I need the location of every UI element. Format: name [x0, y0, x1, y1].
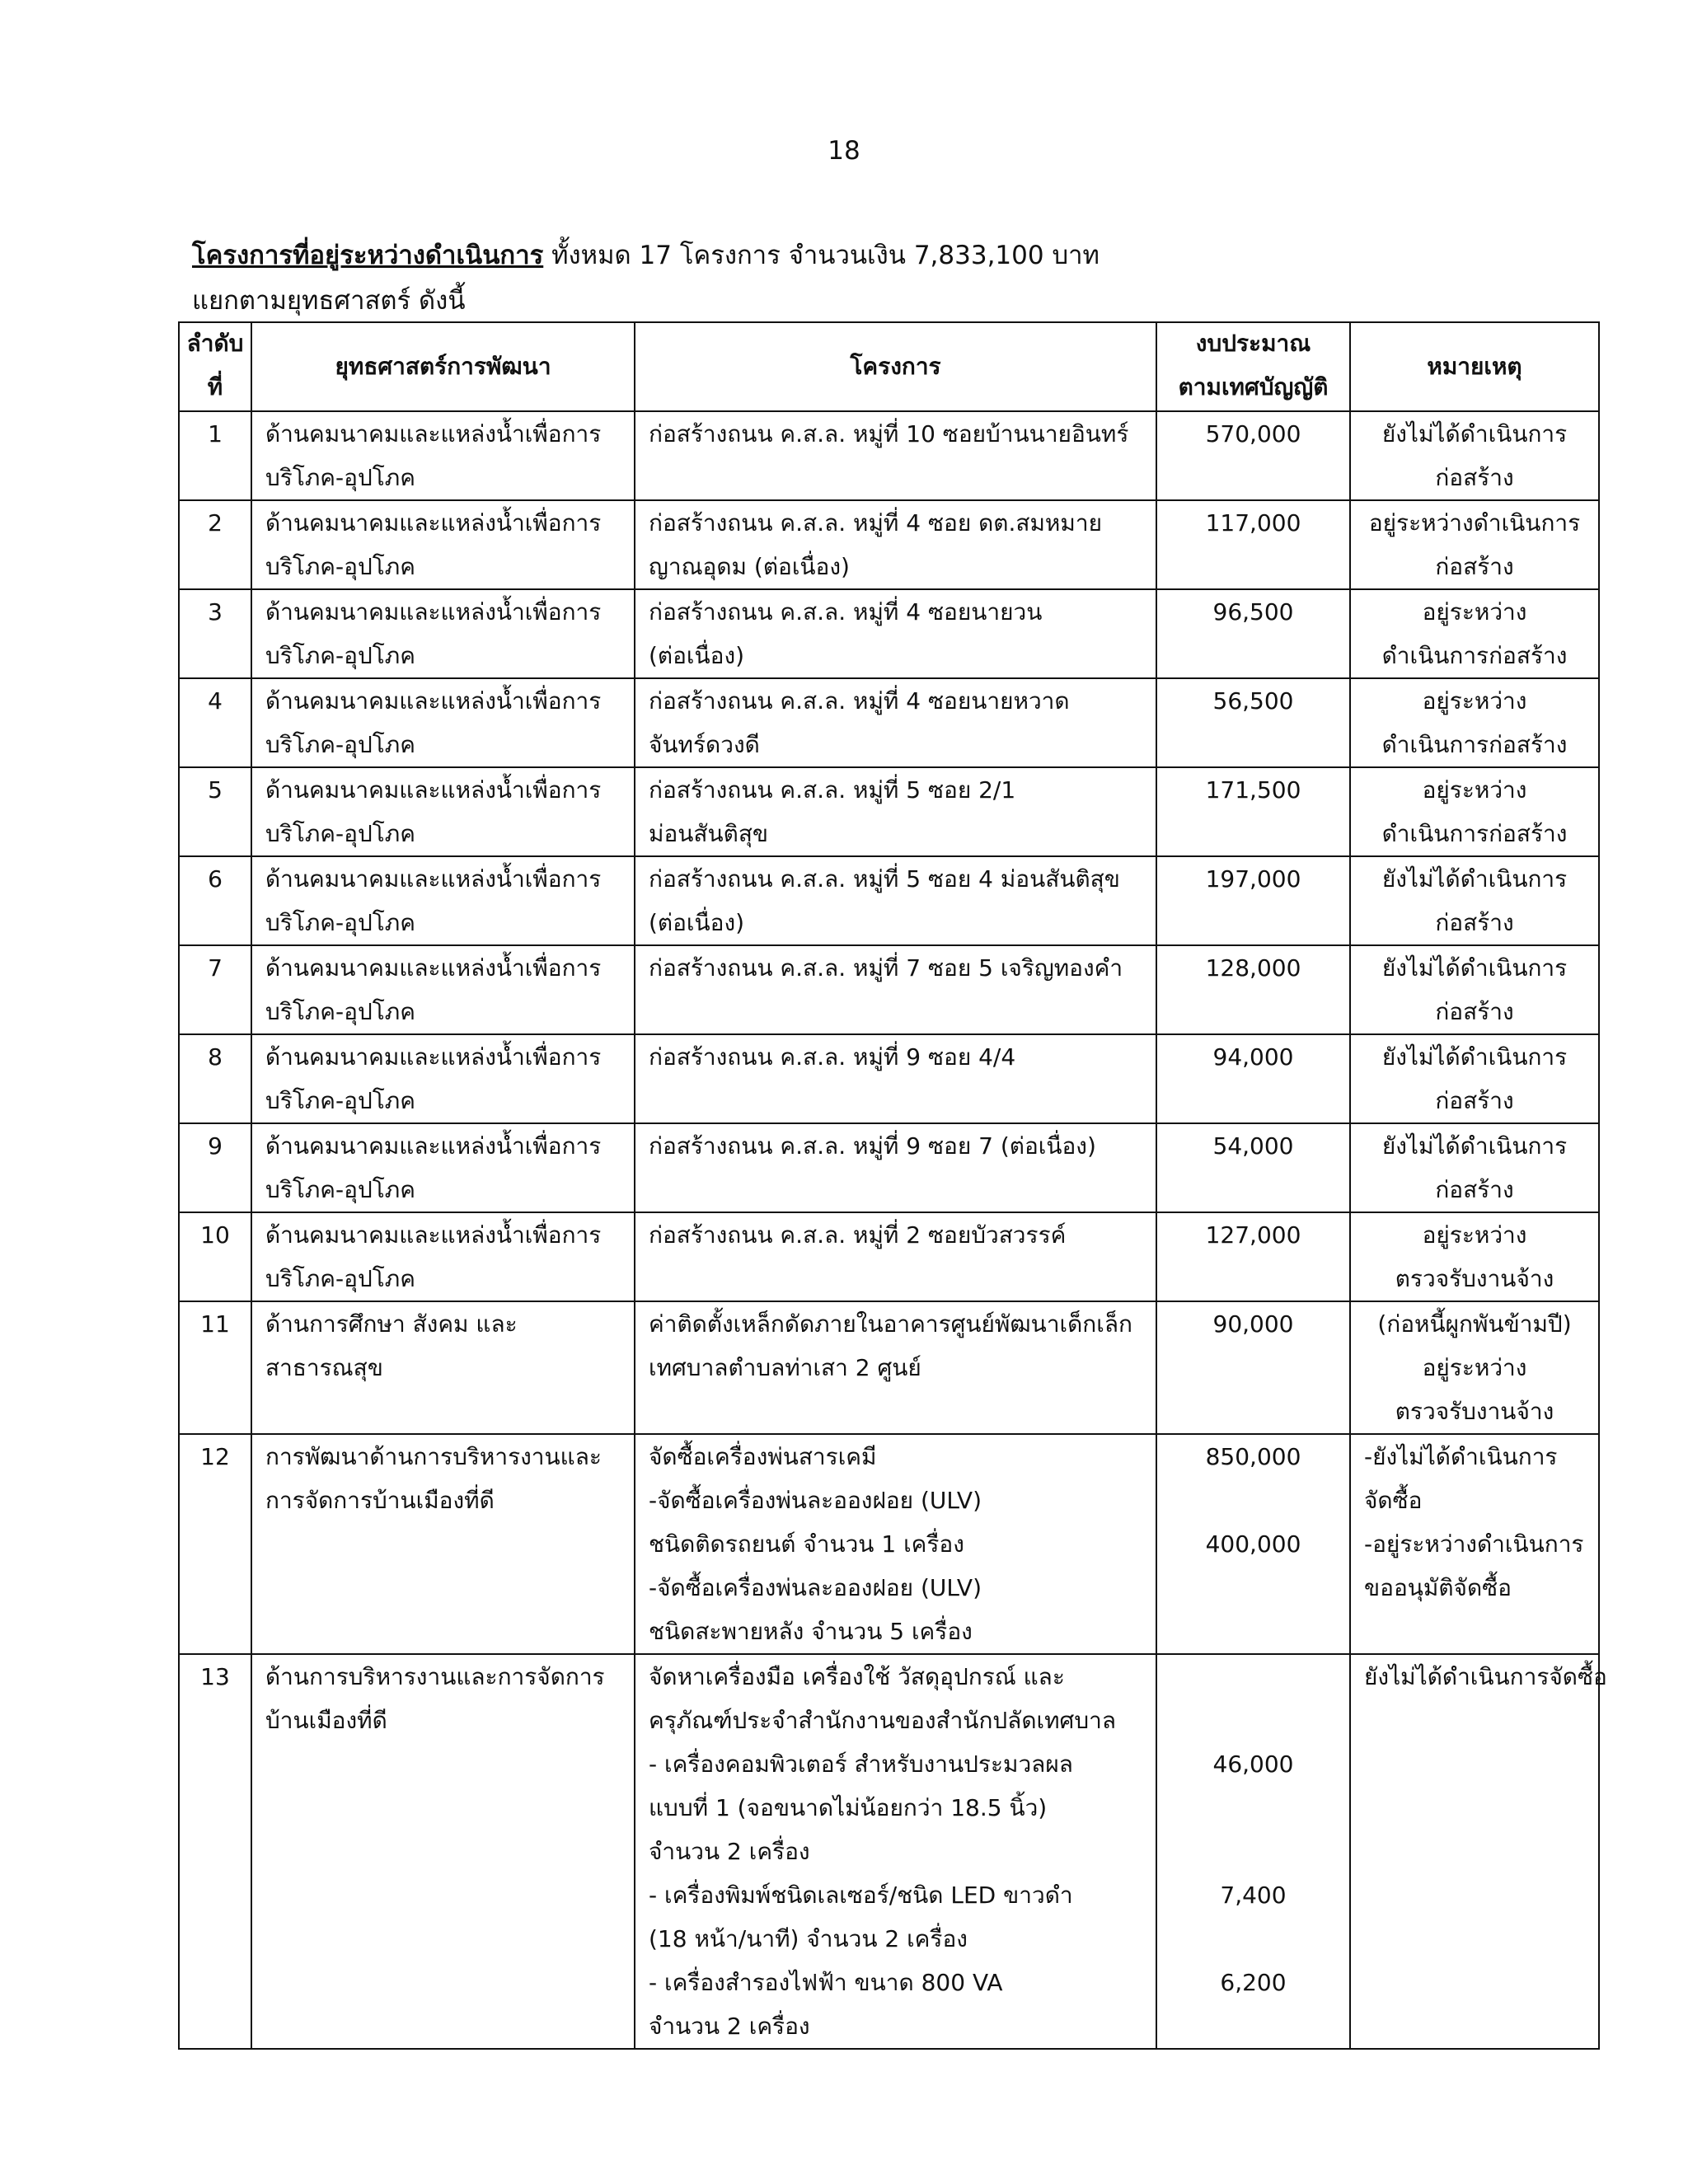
- cell-no: 13: [179, 1654, 251, 2049]
- cell-no: 7: [179, 945, 251, 1034]
- cell-project-line: ชนิดติดรถยนต์ จำนวน 1 เครื่อง: [649, 1530, 964, 1558]
- cell-budget-line: [1170, 1917, 1336, 1961]
- cell-project: [635, 1123, 1156, 1212]
- cell-project: [635, 1212, 1156, 1301]
- cell-strategy-line: บ้านเมืองที่ดี: [265, 1707, 387, 1734]
- header-strategy: ยุทธศาสตร์การพัฒนา: [251, 322, 635, 411]
- cell-note-line: ตรวจรับงานจ้าง: [1395, 1398, 1554, 1425]
- page-number: 18: [828, 136, 860, 166]
- cell-no: 11: [179, 1301, 251, 1434]
- cell-project-line: จำนวน 2 เครื่อง: [649, 2013, 810, 2040]
- cell-note-line: ยังไม่ได้ดำเนินการ: [1381, 1043, 1568, 1071]
- cell-note-line: ยังไม่ได้ดำเนินการ: [1381, 865, 1568, 893]
- cell-strategy-line: บริโภค-อุปโภค: [265, 998, 415, 1025]
- cell-project-line: -จัดซื้อเครื่องพ่นละอองฝอย (ULV): [649, 1574, 982, 1601]
- cell-project-line: ก่อสร้างถนน ค.ส.ล. หมู่ที่ 9 ซอย 4/4: [649, 1043, 1016, 1071]
- cell-note: [1350, 767, 1599, 856]
- cell-note-line: ดำเนินการก่อสร้าง: [1381, 731, 1568, 758]
- cell-strategy-line: บริโภค-อุปโภค: [265, 909, 415, 936]
- cell-strategy-line: การจัดการบ้านเมืองที่ดี: [265, 1487, 495, 1514]
- cell-note: [1350, 589, 1599, 678]
- cell-budget: [1156, 1301, 1350, 1434]
- cell-project-line: จำนวน 2 เครื่อง: [649, 1838, 810, 1865]
- cell-note-line: อยู่ระหว่าง: [1422, 1354, 1527, 1381]
- cell-project-line: เทศบาลตำบลท่าเสา 2 ศูนย์: [649, 1354, 921, 1381]
- cell-budget-line: [1170, 1699, 1336, 1742]
- cell-project-line: ค่าติดตั้งเหล็กดัดภายในอาคารศูนย์พัฒนาเด็กเล็ก: [649, 1310, 1132, 1338]
- cell-note: [1350, 1034, 1599, 1123]
- table-row: [179, 500, 1599, 589]
- cell-budget-line: 117,000: [1205, 509, 1301, 537]
- cell-note-line: อยู่ระหว่าง: [1422, 1221, 1527, 1249]
- cell-note-line: -อยู่ระหว่างดำเนินการ: [1364, 1530, 1584, 1558]
- cell-project: [635, 1434, 1156, 1654]
- cell-strategy: [251, 1212, 635, 1301]
- cell-strategy-line: ด้านคมนาคมและแหล่งน้ำเพื่อการ: [265, 865, 602, 893]
- cell-project: [635, 767, 1156, 856]
- section-heading: โครงการที่อยู่ระหว่างดำเนินการ: [192, 241, 544, 270]
- summary-text: ทั้งหมด 17 โครงการ จำนวนเงิน 7,833,100 บาท: [551, 241, 1100, 270]
- cell-project-line: ก่อสร้างถนน ค.ส.ล. หมู่ที่ 2 ซอยบัวสวรรค์: [649, 1221, 1067, 1249]
- cell-budget-line: [1170, 1479, 1336, 1522]
- cell-project: [635, 411, 1156, 500]
- table-row: [179, 1301, 1599, 1434]
- cell-note-line: ดำเนินการก่อสร้าง: [1381, 642, 1568, 669]
- cell-no: 10: [179, 1212, 251, 1301]
- cell-note: [1350, 945, 1599, 1034]
- table-row: [179, 856, 1599, 945]
- cell-project-line: - เครื่องคอมพิวเตอร์ สำหรับงานประมวลผล: [649, 1750, 1073, 1778]
- cell-project-line: ก่อสร้างถนน ค.ส.ล. หมู่ที่ 10 ซอยบ้านนายอินทร์: [649, 420, 1129, 448]
- cell-strategy-line: บริโภค-อุปโภค: [265, 464, 415, 491]
- cell-project-line: จันทร์ดวงดี: [649, 731, 760, 758]
- cell-project-line: (ต่อเนื่อง): [649, 909, 745, 936]
- table-row: [179, 1123, 1599, 1212]
- cell-strategy-line: สาธารณสุข: [265, 1354, 383, 1381]
- cell-project-line: จัดหาเครื่องมือ เครื่องใช้ วัสดุอุปกรณ์ และ: [649, 1663, 1065, 1690]
- cell-project: [635, 1654, 1156, 2049]
- cell-note-line: อยู่ระหว่าง: [1422, 598, 1527, 626]
- cell-budget: [1156, 500, 1350, 589]
- cell-project-line: (18 หน้า/นาที) จำนวน 2 เครื่อง: [649, 1925, 968, 1952]
- cell-no: 6: [179, 856, 251, 945]
- cell-budget: [1156, 1434, 1350, 1654]
- cell-note: [1350, 411, 1599, 500]
- cell-budget: [1156, 767, 1350, 856]
- cell-strategy-line: ด้านการบริหารงานและการจัดการ: [265, 1663, 605, 1690]
- cell-project-line: ก่อสร้างถนน ค.ส.ล. หมู่ที่ 7 ซอย 5 เจริญทองคำ: [649, 954, 1123, 982]
- cell-no: 9: [179, 1123, 251, 1212]
- cell-strategy: [251, 411, 635, 500]
- intro-subtitle: แยกตามยุทธศาสตร์ ดังนี้: [192, 286, 466, 316]
- cell-strategy-line: บริโภค-อุปโภค: [265, 1265, 415, 1292]
- cell-strategy-line: บริโภค-อุปโภค: [265, 642, 415, 669]
- cell-project-line: - เครื่องพิมพ์ชนิดเลเซอร์/ชนิด LED ขาวดำ: [649, 1882, 1073, 1909]
- cell-note-line: ยังไม่ได้ดำเนินการจัดซื้อ: [1364, 1663, 1607, 1690]
- cell-project: [635, 1034, 1156, 1123]
- cell-budget-line: [1170, 1655, 1336, 1699]
- intro-line: [192, 233, 1593, 279]
- cell-strategy: [251, 1034, 635, 1123]
- cell-project-line: (ต่อเนื่อง): [649, 642, 745, 669]
- cell-note: [1350, 500, 1599, 589]
- cell-budget: [1156, 945, 1350, 1034]
- cell-budget-line: 54,000: [1212, 1132, 1294, 1160]
- table-row: [179, 1212, 1599, 1301]
- cell-project-line: ก่อสร้างถนน ค.ส.ล. หมู่ที่ 5 ซอย 4 ม่อนสันติสุข: [649, 865, 1120, 893]
- cell-note-line: ก่อสร้าง: [1435, 1087, 1514, 1114]
- cell-strategy: [251, 500, 635, 589]
- cell-strategy-line: ด้านคมนาคมและแหล่งน้ำเพื่อการ: [265, 598, 602, 626]
- header-budget: [1156, 322, 1350, 411]
- cell-project-line: จัดซื้อเครื่องพ่นสารเคมี: [649, 1443, 877, 1470]
- cell-budget-line: 56,500: [1212, 687, 1294, 715]
- cell-project-line: ก่อสร้างถนน ค.ส.ล. หมู่ที่ 4 ซอย ดต.สมหมาย: [649, 509, 1102, 537]
- cell-project: [635, 589, 1156, 678]
- header-no: [179, 322, 251, 411]
- cell-budget-line: 6,200: [1220, 1969, 1287, 1996]
- cell-note: [1350, 1123, 1599, 1212]
- cell-strategy-line: ด้านคมนาคมและแหล่งน้ำเพื่อการ: [265, 1221, 602, 1249]
- cell-project-line: ก่อสร้างถนน ค.ส.ล. หมู่ที่ 5 ซอย 2/1: [649, 776, 1016, 804]
- cell-note-line: ยังไม่ได้ดำเนินการ: [1381, 420, 1568, 448]
- cell-note-line: อยู่ระหว่าง: [1422, 776, 1527, 804]
- cell-budget-line: 570,000: [1205, 420, 1301, 448]
- cell-strategy-line: ด้านคมนาคมและแหล่งน้ำเพื่อการ: [265, 509, 602, 537]
- table-row: [179, 767, 1599, 856]
- cell-budget-line: 46,000: [1212, 1750, 1294, 1778]
- cell-project-line: -จัดซื้อเครื่องพ่นละอองฝอย (ULV): [649, 1487, 982, 1514]
- cell-project-line: ก่อสร้างถนน ค.ส.ล. หมู่ที่ 4 ซอยนายหวาด: [649, 687, 1070, 715]
- cell-budget: [1156, 1654, 1350, 2049]
- cell-note: [1350, 1434, 1599, 1654]
- cell-strategy-line: บริโภค-อุปโภค: [265, 1176, 415, 1203]
- table-row: [179, 1034, 1599, 1123]
- cell-strategy: [251, 678, 635, 767]
- cell-project-line: ก่อสร้างถนน ค.ส.ล. หมู่ที่ 9 ซอย 7 (ต่อเนื่อง): [649, 1132, 1096, 1160]
- cell-budget-line: [1170, 1786, 1336, 1830]
- cell-project-line: ก่อสร้างถนน ค.ส.ล. หมู่ที่ 4 ซอยนายวน: [649, 598, 1043, 626]
- cell-budget-line: 850,000: [1205, 1443, 1301, 1470]
- cell-strategy: [251, 1434, 635, 1654]
- cell-budget-line: 96,500: [1212, 598, 1294, 626]
- header-budget-line1: งบประมาณ: [1195, 330, 1311, 357]
- cell-strategy-line: การพัฒนาด้านการบริหารงานและ: [265, 1443, 602, 1470]
- cell-budget-line: 7,400: [1220, 1882, 1287, 1909]
- cell-no: 5: [179, 767, 251, 856]
- cell-budget-line: 94,000: [1212, 1043, 1294, 1071]
- cell-strategy-line: ด้านคมนาคมและแหล่งน้ำเพื่อการ: [265, 687, 602, 715]
- cell-strategy: [251, 1123, 635, 1212]
- cell-project-line: - เครื่องสำรองไฟฟ้า ขนาด 800 VA: [649, 1969, 1003, 1996]
- cell-strategy-line: บริโภค-อุปโภค: [265, 820, 415, 847]
- cell-note: [1350, 1212, 1599, 1301]
- cell-project: [635, 500, 1156, 589]
- cell-strategy-line: ด้านคมนาคมและแหล่งน้ำเพื่อการ: [265, 1043, 602, 1071]
- cell-budget-line: 128,000: [1205, 954, 1301, 982]
- cell-strategy-line: ด้านคมนาคมและแหล่งน้ำเพื่อการ: [265, 776, 602, 804]
- cell-no: 3: [179, 589, 251, 678]
- cell-no: 12: [179, 1434, 251, 1654]
- cell-strategy-line: ด้านการศึกษา สังคม และ: [265, 1310, 518, 1338]
- cell-note-line: (ก่อหนี้ผูกพันข้ามปี): [1377, 1310, 1572, 1338]
- cell-note-line: จัดซื้อ: [1364, 1487, 1423, 1514]
- cell-note-line: ดำเนินการก่อสร้าง: [1381, 820, 1568, 847]
- table-row: [179, 1434, 1599, 1654]
- cell-note-line: ยังไม่ได้ดำเนินการ: [1381, 954, 1568, 982]
- cell-note-line: ก่อสร้าง: [1435, 464, 1514, 491]
- cell-note-line: อยู่ระหว่างดำเนินการ: [1368, 509, 1581, 537]
- header-no-line2: ที่: [207, 373, 223, 401]
- table-row: [179, 945, 1599, 1034]
- cell-project: [635, 945, 1156, 1034]
- cell-note: [1350, 678, 1599, 767]
- cell-project: [635, 856, 1156, 945]
- cell-note-line: -ยังไม่ได้ดำเนินการ: [1364, 1443, 1558, 1470]
- cell-no: 4: [179, 678, 251, 767]
- header-budget-line2: ตามเทศบัญญัติ: [1178, 373, 1329, 401]
- cell-note-line: ก่อสร้าง: [1435, 998, 1514, 1025]
- table-row: [179, 1654, 1599, 2049]
- cell-strategy: [251, 1301, 635, 1434]
- intro-block: [192, 233, 1593, 324]
- cell-project-line: ม่อนสันติสุข: [649, 820, 769, 847]
- cell-strategy-line: ด้านคมนาคมและแหล่งน้ำเพื่อการ: [265, 954, 602, 982]
- cell-budget-line: 197,000: [1205, 865, 1301, 893]
- cell-note: [1350, 1301, 1599, 1434]
- cell-budget: [1156, 678, 1350, 767]
- cell-budget: [1156, 1034, 1350, 1123]
- cell-strategy-line: ด้านคมนาคมและแหล่งน้ำเพื่อการ: [265, 420, 602, 448]
- projects-table: [178, 321, 1607, 2050]
- cell-strategy: [251, 945, 635, 1034]
- cell-project-line: ครุภัณฑ์ประจำสำนักงานของสำนักปลัดเทศบาล: [649, 1707, 1116, 1734]
- table-row: [179, 589, 1599, 678]
- cell-strategy-line: บริโภค-อุปโภค: [265, 731, 415, 758]
- cell-strategy: [251, 856, 635, 945]
- cell-budget-line: 400,000: [1205, 1530, 1301, 1558]
- cell-budget: [1156, 1212, 1350, 1301]
- cell-note-line: ก่อสร้าง: [1435, 553, 1514, 580]
- cell-strategy-line: บริโภค-อุปโภค: [265, 553, 415, 580]
- table-row: [179, 678, 1599, 767]
- cell-budget-line: 171,500: [1205, 776, 1301, 804]
- cell-no: 2: [179, 500, 251, 589]
- cell-project: [635, 678, 1156, 767]
- cell-budget-line: [1170, 1830, 1336, 1873]
- cell-note-line: ก่อสร้าง: [1435, 1176, 1514, 1203]
- cell-note: [1350, 1654, 1607, 2049]
- cell-project-line: แบบที่ 1 (จอขนาดไม่น้อยกว่า 18.5 นิ้ว): [649, 1794, 1048, 1821]
- cell-note-line: อยู่ระหว่าง: [1422, 687, 1527, 715]
- header-note: หมายเหตุ: [1350, 322, 1599, 411]
- cell-budget: [1156, 1123, 1350, 1212]
- cell-no: 1: [179, 411, 251, 500]
- table-header-row: [179, 322, 1599, 411]
- cell-strategy-line: บริโภค-อุปโภค: [265, 1087, 415, 1114]
- cell-project-line: ชนิดสะพายหลัง จำนวน 5 เครื่อง: [649, 1618, 973, 1645]
- cell-note: [1350, 856, 1599, 945]
- cell-note-line: ก่อสร้าง: [1435, 909, 1514, 936]
- cell-budget-line: 127,000: [1205, 1221, 1301, 1249]
- cell-budget: [1156, 856, 1350, 945]
- cell-project: [635, 1301, 1156, 1434]
- cell-budget: [1156, 589, 1350, 678]
- table-row: [179, 411, 1599, 500]
- cell-strategy: [251, 1654, 635, 2049]
- cell-project-line: ญาณอุดม (ต่อเนื่อง): [649, 553, 850, 580]
- cell-strategy: [251, 767, 635, 856]
- table-body: [179, 411, 1607, 2049]
- cell-budget: [1156, 411, 1350, 500]
- cell-note-line: ตรวจรับงานจ้าง: [1395, 1265, 1554, 1292]
- cell-note-line: ยังไม่ได้ดำเนินการ: [1381, 1132, 1568, 1160]
- header-no-line1: ลำดับ: [186, 330, 244, 357]
- cell-strategy: [251, 589, 635, 678]
- cell-strategy-line: ด้านคมนาคมและแหล่งน้ำเพื่อการ: [265, 1132, 602, 1160]
- cell-note-line: ขออนุมัติจัดซื้อ: [1364, 1574, 1512, 1601]
- header-project: โครงการ: [635, 322, 1156, 411]
- cell-no: 8: [179, 1034, 251, 1123]
- cell-budget-line: 90,000: [1212, 1310, 1294, 1338]
